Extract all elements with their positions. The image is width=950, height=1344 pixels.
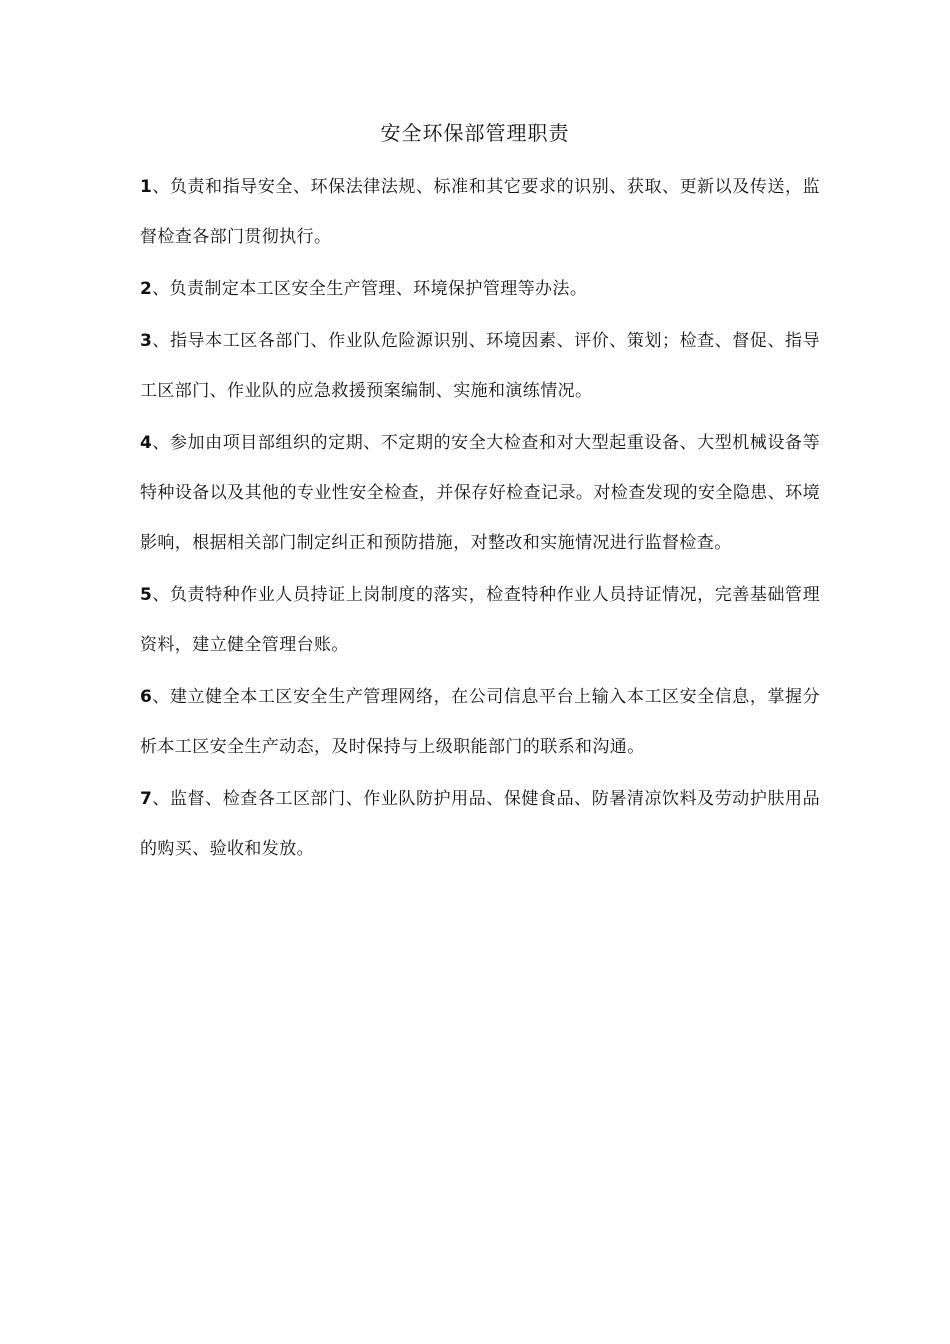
item-text: 、建立健全本工区安全生产管理网络，在公司信息平台上输入本工区安全信息，掌握分析本工区安全生产动态，及时保持与上级职能部门的联系和沟通。 (140, 687, 820, 757)
list-item (140, 316, 820, 416)
list-item (140, 570, 820, 670)
list-item (140, 672, 820, 772)
item-text: 、参加由项目部组织的定期、不定期的安全大检查和对大型起重设备、大型机械设备等特种设备以及其他的专业性安全检查，并保存好检查记录。对检查发现的安全隐患、环境影响，根据相关部门制定纠正和预防措施，对整改和实施情况进行监督检查。 (140, 433, 820, 553)
list-item (140, 418, 820, 568)
item-number: 3 (140, 331, 153, 351)
document-body (140, 162, 820, 876)
item-text: 、负责制定本工区安全生产管理、环境保护管理等办法。 (152, 279, 588, 299)
item-number: 4 (140, 433, 153, 453)
item-text: 、指导本工区各部门、作业队危险源识别、环境因素、评价、策划；检查、督促、指导工区部门、作业队的应急救援预案编制、实施和演练情况。 (140, 331, 820, 401)
document-title: 安全环保部管理职责 (380, 121, 570, 145)
item-text: 、负责和指导安全、环保法律法规、标准和其它要求的识别、获取、更新以及传送，监督检查各部门贯彻执行。 (140, 177, 820, 247)
list-item (140, 264, 820, 314)
item-number: 1 (140, 177, 153, 197)
item-number: 7 (140, 789, 153, 809)
item-number: 5 (140, 585, 153, 605)
list-item (140, 162, 820, 262)
item-text: 、负责特种作业人员持证上岗制度的落实，检查特种作业人员持证情况，完善基础管理资料，建立健全管理台账。 (140, 585, 820, 655)
item-number: 2 (140, 279, 153, 299)
item-number: 6 (140, 687, 153, 707)
list-item (140, 774, 820, 874)
item-text: 、监督、检查各工区部门、作业队防护用品、保健食品、防暑清凉饮料及劳动护肤用品的购买、验收和发放。 (140, 789, 820, 859)
